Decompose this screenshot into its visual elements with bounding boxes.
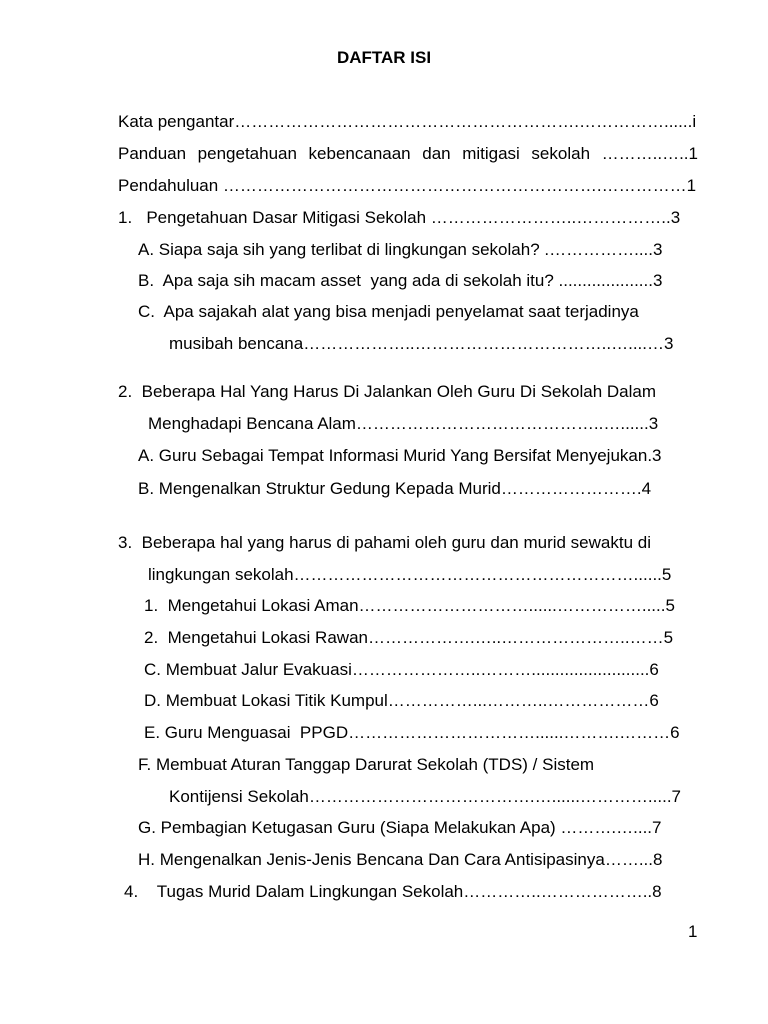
toc-entry-section-3: 3. Beberapa hal yang harus di pahami oleh guru dan murid sewaktu di bbox=[118, 533, 652, 552]
toc-entry-1a: A. Siapa saja sih yang terlibat di lingkungan sekolah? .……………....3 bbox=[138, 240, 663, 259]
toc-entry-3g: G. Pembagian Ketugasan Guru (Siapa Melakukan Apa) ……….…....7 bbox=[138, 818, 662, 837]
page-number: 1 bbox=[688, 922, 698, 941]
toc-entry-section-3-cont: lingkungan sekolah……………………………………………………......5 bbox=[148, 565, 672, 584]
toc-entry-section-1: 1. Pengetahuan Dasar Mitigasi Sekolah ……………………..……………..3 bbox=[118, 208, 681, 227]
toc-entry-pendahuluan: Pendahuluan ………………………………………………………….……………1 bbox=[118, 176, 697, 195]
toc-word: pengetahuan bbox=[197, 144, 297, 163]
toc-word: kebencanaan bbox=[308, 144, 411, 163]
toc-entry-3f: F. Membuat Aturan Tanggap Darurat Sekolah (TDS) / Sistem bbox=[138, 755, 595, 774]
toc-entry-3e: E. Guru Menguasai PPGD……………………………......……….………6 bbox=[144, 723, 680, 742]
toc-entry-3d: D. Membuat Lokasi Titik Kumpul……………...………..………………6 bbox=[144, 691, 659, 710]
toc-entry-section-4: 4. Tugas Murid Dalam Lingkungan Sekolah…………..………………..8 bbox=[124, 882, 662, 901]
toc-word: sekolah bbox=[531, 144, 591, 163]
toc-entry-kata-pengantar: Kata pengantar…………………………………………………….……………......i bbox=[118, 112, 697, 131]
toc-entry-3f-cont: Kontijensi Sekolah………………………………….…......………….....7 bbox=[169, 787, 682, 806]
page-title: DAFTAR ISI bbox=[336, 48, 432, 67]
toc-entry-panduan bbox=[118, 144, 698, 164]
toc-entry-1b: B. Apa saja sih macam asset yang ada di sekolah itu? ....................3 bbox=[138, 271, 663, 290]
toc-word: dan bbox=[422, 144, 451, 163]
toc-entry-1c: C. Apa sajakah alat yang bisa menjadi penyelamat saat terjadinya bbox=[138, 302, 639, 321]
toc-entry-section-2-cont: Menghadapi Bencana Alam……………………………………..…......3 bbox=[148, 414, 659, 433]
toc-entry-1c-cont: musibah bencana………………..……………………………..…....…3 bbox=[169, 334, 674, 353]
toc-entry-section-2: 2. Beberapa Hal Yang Harus Di Jalankan Oleh Guru Di Sekolah Dalam bbox=[118, 382, 656, 401]
toc-entry-3-2: 2. Mengetahui Lokasi Rawan……………….…..…………………..……5 bbox=[144, 628, 674, 647]
toc-entry-3c: C. Membuat Jalur Evakuasi…………………..……….........................6 bbox=[144, 660, 659, 679]
toc-word: ………..…..1 bbox=[601, 144, 698, 163]
toc-entry-2a: A. Guru Sebagai Tempat Informasi Murid Yang Bersifat Menyejukan.3 bbox=[138, 446, 662, 465]
toc-word: mitigasi bbox=[462, 144, 520, 163]
toc-entry-3-1: 1. Mengetahui Lokasi Aman…………………………......…………….....5 bbox=[144, 596, 675, 615]
toc-entry-3h: H. Mengenalkan Jenis-Jenis Bencana Dan Cara Antisipasinya……...8 bbox=[138, 850, 663, 869]
toc-word: Panduan bbox=[118, 144, 187, 163]
toc-entry-2b: B. Mengenalkan Struktur Gedung Kepada Murid…………………….4 bbox=[138, 479, 652, 498]
